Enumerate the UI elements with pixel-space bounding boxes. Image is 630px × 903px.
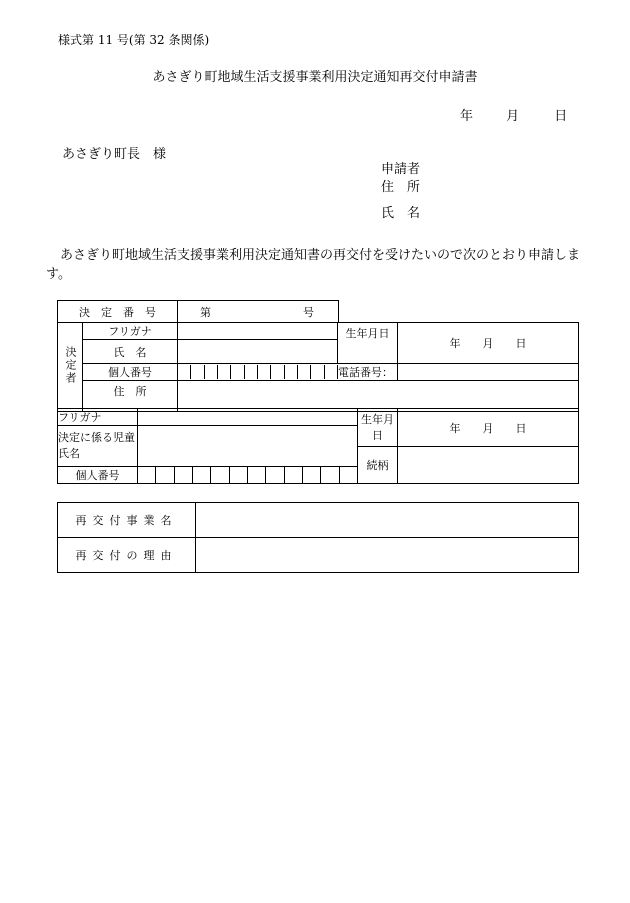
child-personal-number-label: 個人番号 [58, 467, 138, 484]
number-suffix: 号 [303, 305, 314, 319]
decision-number-table [57, 300, 339, 323]
applicant-name-label: 氏 名 [381, 206, 421, 221]
decision-number-cell[interactable] [178, 301, 339, 323]
addressee: あさぎり町長 様 [62, 147, 167, 162]
personal-number-label: 個人番号 [83, 364, 178, 381]
reissue-reason-label: 再交付の理由 [58, 538, 196, 573]
reissue-service-label: 再交付事業名 [58, 503, 196, 538]
decider-label-cell [58, 323, 83, 412]
relationship-input[interactable] [398, 447, 579, 484]
birthdate-value[interactable]: 年 月 日 [398, 323, 579, 364]
furigana-input[interactable] [178, 323, 338, 340]
decider-label: 決定者 [64, 346, 77, 385]
reissue-reason-input[interactable] [196, 538, 579, 573]
child-birth-label: 生年月日 [358, 409, 398, 447]
document-title: あさぎり町地域生活支援事業利用決定通知再交付申請書 [152, 70, 478, 85]
decision-number-label: 決 定 番 号 [58, 301, 178, 323]
child-furigana-label: フリガナ [58, 409, 138, 426]
address-label: 住 所 [83, 381, 178, 412]
child-birth-value[interactable]: 年 月 日 [398, 409, 579, 447]
child-name-label: 決定に係る児童氏名 [58, 426, 138, 467]
child-personal-number-input[interactable] [138, 467, 358, 484]
address-input[interactable] [178, 381, 579, 412]
child-personal-number-cells [138, 467, 357, 483]
date-month: 月 [506, 109, 520, 124]
relationship-label: 続柄 [358, 447, 398, 484]
date-year: 年 [460, 109, 474, 124]
name-input[interactable] [178, 340, 338, 364]
name-label: 氏 名 [83, 340, 178, 364]
reissue-table [57, 502, 579, 573]
furigana-label: フリガナ [83, 323, 178, 340]
reissue-service-input[interactable] [196, 503, 579, 538]
child-name-input[interactable] [138, 426, 358, 467]
child-table [57, 408, 579, 484]
form-number: 様式第 11 号(第 32 条関係) [58, 33, 210, 47]
decider-table [57, 322, 579, 412]
phone-cell[interactable] [338, 364, 579, 381]
personal-number-cells [178, 365, 338, 379]
applicant-label: 申請者 [381, 162, 421, 177]
date-line [460, 105, 567, 124]
applicant-address-label: 住 所 [381, 180, 421, 195]
birthdate-label: 生年月日 [338, 323, 398, 364]
date-day: 日 [554, 109, 568, 124]
number-prefix: 第 [200, 305, 211, 319]
phone-label: 電話番号： [338, 366, 393, 379]
child-furigana-input[interactable] [138, 409, 358, 426]
body-text: あさぎり町地域生活支援事業利用決定通知書の再交付を受けたいので次のとおり申請します。 [46, 248, 581, 282]
